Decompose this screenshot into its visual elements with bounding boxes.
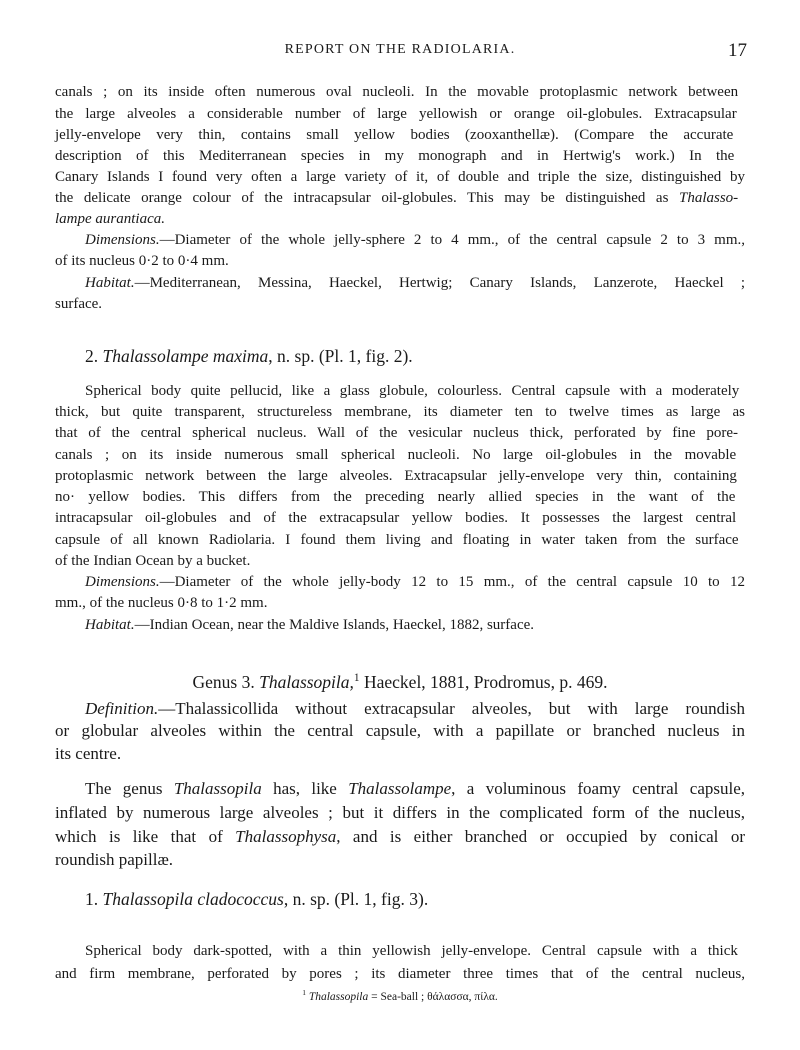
text-line xyxy=(55,146,745,166)
text-segment: The genus xyxy=(85,779,174,798)
running-head: REPORT ON THE RADIOLARIA. xyxy=(284,42,516,57)
text-segment: —Indian Ocean, near the Maldive Islands, Haeckel, 1882, surface. xyxy=(134,617,535,633)
text-segment: roundish papillæ. xyxy=(55,850,174,869)
text-segment: 2. xyxy=(85,346,103,366)
italic-text: lampe aurantiaca. xyxy=(55,211,165,227)
text-segment: of its nucleus 0·2 to 0·4 mm. xyxy=(55,253,229,269)
page-number: 17 xyxy=(728,40,747,61)
text-segment: —Thalassicollida without extracapsular alveoles, but with large roundish xyxy=(158,699,745,718)
text-line xyxy=(55,125,745,145)
text-line xyxy=(55,466,745,486)
text-segment: canals ; on its inside often numerous oval nucleoli. In the movable protoplasmic network between xyxy=(55,84,739,100)
text-line xyxy=(55,551,745,571)
text-segment: thick, but quite transparent, structureless membrane, its diameter ten to twelve times as large as xyxy=(55,404,745,420)
italic-text: Thalassopila xyxy=(308,991,369,1003)
text-line xyxy=(55,508,745,528)
text-segment: the large alveoles a considerable number of large yellowish or orange oil-globules. Extracapsular xyxy=(55,106,737,122)
text-line xyxy=(55,487,745,507)
footnote-marker: 1 xyxy=(353,672,360,685)
text-segment: Spherical body dark-spotted, with a thin yellowish jelly-envelope. Central capsule with a thick xyxy=(85,943,738,959)
text-segment: , a voluminous foamy central capsule, xyxy=(451,779,745,798)
text-segment: surface. xyxy=(55,296,103,312)
text-line xyxy=(55,827,745,847)
definition-line xyxy=(55,744,745,764)
habitat-line xyxy=(55,294,745,314)
text-line xyxy=(55,188,745,208)
definition-line xyxy=(55,721,745,741)
text-segment: —Diameter of the whole jelly-sphere 2 to 4 mm., of the central capsule 2 to 3 mm., xyxy=(159,232,745,248)
text-line xyxy=(85,381,745,401)
habitat-line xyxy=(85,615,745,635)
species-heading xyxy=(85,889,745,909)
dimensions-line xyxy=(55,593,745,613)
italic-text: Thalassopila, xyxy=(259,672,354,692)
italic-text: Thalasso- xyxy=(679,190,739,206)
text-line xyxy=(55,964,745,984)
species-heading xyxy=(85,346,745,366)
text-segment: description of this Mediterranean species in my monograph and in Hertwig's work.) In the xyxy=(55,148,735,164)
text-segment: no· yellow bodies. This differs from the preceding nearly allied species in the want of the xyxy=(55,489,736,505)
italic-text: Habitat. xyxy=(85,275,135,291)
text-segment: —Mediterranean, Messina, Haeckel, Hertwig; Canary Islands, Lanzerote, Haeckel ; xyxy=(134,275,745,291)
text-segment: mm., of the nucleus 0·8 to 1·2 mm. xyxy=(55,595,268,611)
text-line xyxy=(55,850,745,870)
text-segment: of the Indian Ocean by a bucket. xyxy=(55,553,251,569)
text-line xyxy=(55,445,745,465)
text-line xyxy=(85,941,745,961)
text-line xyxy=(85,779,745,799)
italic-text: Thalassopila xyxy=(173,779,262,798)
dimensions-line xyxy=(85,572,745,592)
text-line xyxy=(55,104,745,124)
text-segment: its centre. xyxy=(55,744,122,763)
text-line xyxy=(55,530,745,550)
text-segment: capsule of all known Radiolaria. I found them living and floating in water taken from the surface xyxy=(55,532,739,548)
italic-text: Thalassolampe xyxy=(348,779,452,798)
text-line xyxy=(55,803,745,823)
text-segment: that of the central spherical nucleus. Wall of the vesicular nucleus thick, perforated by fine pore- xyxy=(55,425,738,441)
text-segment: protoplasmic network between the large alveoles. Extracapsular jelly-envelope very thin, containing xyxy=(55,468,737,484)
text-segment: = Sea-ball ; θάλασσα, πίλα. xyxy=(368,991,498,1003)
dimensions-line xyxy=(85,230,745,250)
text-segment: or globular alveoles within the central capsule, with a papillate or branched nucleus in xyxy=(55,721,745,740)
habitat-line xyxy=(85,273,745,293)
text-segment: Spherical body quite pellucid, like a glass globule, colourless. Central capsule with a moderately xyxy=(85,383,740,399)
text-line xyxy=(55,423,745,443)
text-segment: Genus 3. xyxy=(192,672,260,692)
italic-text: Thalassophysa xyxy=(235,827,337,846)
footnote xyxy=(0,987,800,1007)
text-segment: which is like that of xyxy=(55,827,236,846)
text-segment: jelly-envelope very thin, contains small yellow bodies (zooxanthellæ). (Compare the accurate xyxy=(55,127,734,143)
text-segment: , and is either branched or occupied by conical or xyxy=(336,827,745,846)
text-segment: intracapsular oil-globules and of the extracapsular yellow bodies. It possesses the largest central xyxy=(55,510,737,526)
text-line xyxy=(55,209,745,229)
italic-text: Definition. xyxy=(85,699,159,718)
definition-line xyxy=(85,699,745,719)
text-segment: Haeckel, 1881, Prodromus, p. 469. xyxy=(359,672,608,692)
italic-text: Thalassolampe maxima xyxy=(102,346,269,366)
italic-text: Dimensions. xyxy=(85,574,160,590)
italic-text: Thalassopila cladococcus xyxy=(102,889,284,909)
text-segment: the delicate orange colour of the intracapsular oil-globules. This may be distinguished as xyxy=(55,190,679,206)
italic-text: Habitat. xyxy=(85,617,135,633)
text-segment: —Diameter of the whole jelly-body 12 to 15 mm., of the central capsule 10 to 12 xyxy=(159,574,745,590)
text-segment: and firm membrane, perforated by pores ; its diameter three times that of the central nucleus, xyxy=(55,966,745,982)
text-segment: canals ; on its inside numerous small spherical nucleoli. No large oil-globules in the movable xyxy=(55,447,737,463)
genus-heading xyxy=(0,672,800,692)
text-line xyxy=(55,82,745,102)
text-segment: , n. sp. (Pl. 1, fig. 3). xyxy=(283,889,429,909)
dimensions-line xyxy=(55,251,745,271)
text-line xyxy=(55,402,745,422)
text-line xyxy=(55,167,745,187)
text-segment: , n. sp. (Pl. 1, fig. 2). xyxy=(268,346,413,366)
italic-text: Dimensions. xyxy=(85,232,160,248)
footnote-marker: 1 xyxy=(302,988,306,998)
text-segment: has, like xyxy=(261,779,349,798)
text-segment: Canary Islands I found very often a large variety of it, of double and triple the size, distinguished by xyxy=(55,169,745,185)
text-segment: 1. xyxy=(85,889,103,909)
text-segment: inflated by numerous large alveoles ; but it differs in the complicated form of the nucleus, xyxy=(55,803,745,822)
